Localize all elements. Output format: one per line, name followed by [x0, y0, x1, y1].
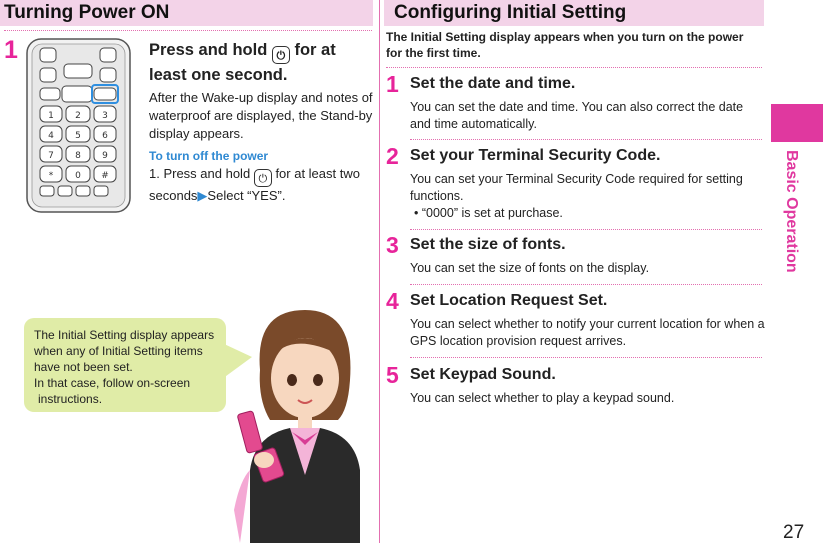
- step-number: 4: [386, 288, 399, 314]
- dotted-divider: [410, 284, 762, 285]
- power-key-icon: ⏻: [254, 169, 272, 187]
- side-tab: [771, 104, 823, 142]
- section-header-turning-power-on: Turning Power ON: [0, 0, 373, 26]
- phone-keypad-illustration: [26, 38, 131, 213]
- intro-text: The Initial Setting display appears when you turn on the power for the first time.: [386, 30, 744, 60]
- step-note: • “0000” is set at purchase.: [414, 206, 563, 220]
- step-1: [386, 72, 766, 132]
- bubble-line: instructions.: [38, 392, 103, 406]
- step-title: Press and hold ⏻ for at least one second.: [149, 41, 336, 84]
- svg-text:1: 1: [48, 111, 54, 121]
- svg-text:3: 3: [102, 111, 108, 121]
- step-2: [386, 144, 766, 224]
- svg-text:9: 9: [102, 151, 108, 161]
- bubble-line: have not been set.: [34, 360, 133, 374]
- svg-text:#: #: [101, 171, 109, 181]
- dotted-divider: [386, 67, 762, 68]
- dotted-divider: [410, 229, 762, 230]
- dotted-divider: [410, 139, 762, 140]
- svg-text:6: 6: [102, 131, 108, 141]
- svg-text:*: *: [48, 171, 54, 181]
- step-number: 3: [386, 232, 399, 258]
- step-body: You can select whether to notify your current location for when a GPS location provision request arrives.: [410, 317, 765, 348]
- dotted-divider: [410, 357, 762, 358]
- page-number: 27: [783, 522, 805, 543]
- step-body-text: You can set your Terminal Security Code required for setting functions.: [410, 172, 743, 203]
- section-header-initial-setting: Configuring Initial Setting: [384, 0, 764, 26]
- left-column: [0, 0, 376, 543]
- woman-illustration: [220, 300, 370, 543]
- arrow-right-icon: ▶: [197, 188, 208, 203]
- svg-text:7: 7: [48, 151, 54, 161]
- svg-text:0: 0: [75, 171, 81, 181]
- sub-step: 1. Press and hold ⏻ for at least two seconds▶Select “YES”.: [149, 166, 360, 203]
- step-number: 5: [386, 362, 399, 388]
- bubble-line: The Initial Setting display appears: [34, 328, 215, 342]
- power-key-icon: ⏻: [272, 46, 290, 64]
- svg-text:2: 2: [75, 111, 81, 121]
- step-title: Set Location Request Set.: [410, 292, 608, 309]
- step-title: Set the size of fonts.: [410, 236, 566, 253]
- step-3: [386, 233, 766, 281]
- step-body: After the Wake-up display and notes of waterproof are displayed, the Stand-by display appears.: [149, 90, 373, 141]
- svg-text:Basic Operation: Basic Operation: [783, 150, 800, 273]
- sub-heading: To turn off the power: [149, 149, 269, 163]
- step-number: 1: [386, 71, 399, 97]
- column-divider: [379, 0, 380, 543]
- step-title: Set your Terminal Security Code.: [410, 147, 661, 164]
- step-title: Set the date and time.: [410, 75, 576, 92]
- step-number: 1: [4, 36, 18, 64]
- side-tab-label: [775, 150, 805, 298]
- step-title: Set Keypad Sound.: [410, 366, 556, 383]
- step-body: [410, 171, 765, 222]
- svg-text:5: 5: [75, 131, 81, 141]
- step-5: [386, 363, 766, 413]
- step-4: [386, 289, 766, 355]
- svg-text:4: 4: [48, 131, 54, 141]
- step-body: You can set the size of fonts on the display.: [410, 261, 650, 275]
- svg-text:8: 8: [75, 151, 81, 161]
- bubble-line: when any of Initial Setting items: [34, 344, 203, 358]
- bubble-line: In that case, follow on-screen: [34, 376, 191, 390]
- step-body: You can set the date and time. You can also correct the date and time automatically.: [410, 100, 744, 131]
- step-body: You can select whether to play a keypad sound.: [410, 391, 675, 405]
- speech-bubble: [24, 318, 226, 412]
- step-number: 2: [386, 143, 399, 169]
